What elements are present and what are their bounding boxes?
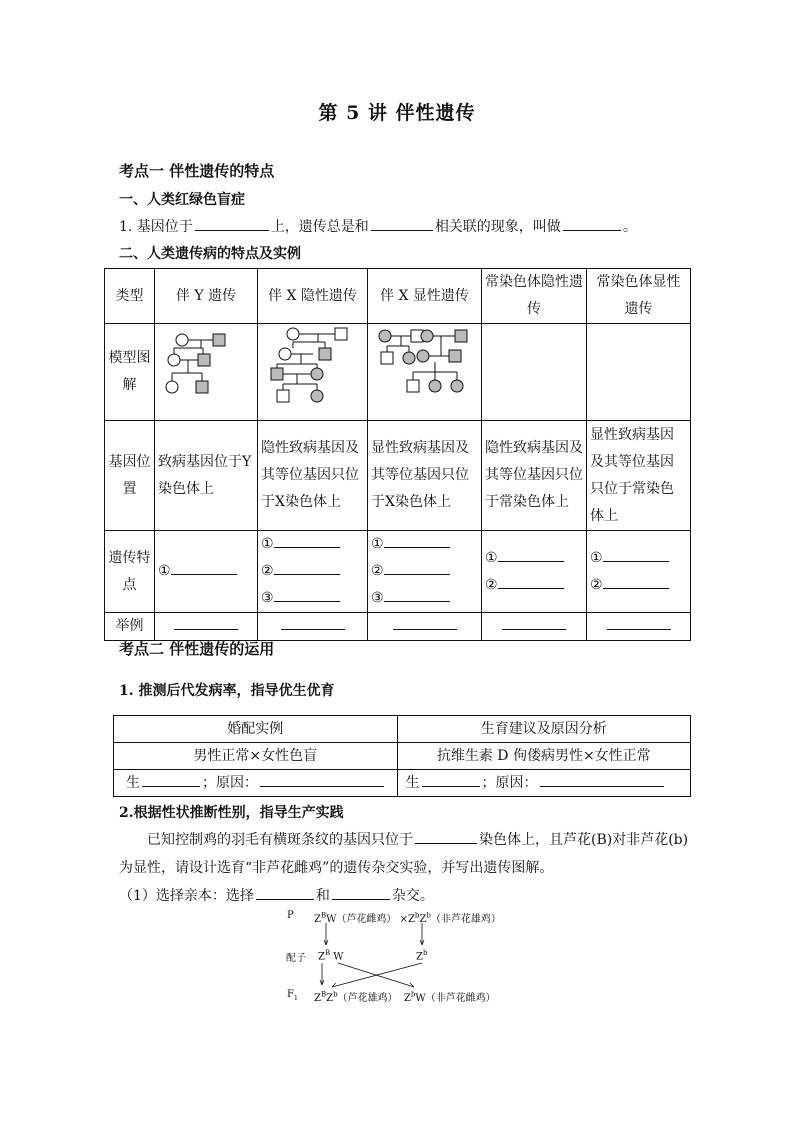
inheritance-table <box>104 268 691 641</box>
trait-blank[interactable] <box>171 573 237 575</box>
part-heading-2: 二、人类遗传病的特点及实例 <box>119 246 301 262</box>
gene-x-dominant: 显性致病基因及其等位基因只位于X染色体上 <box>368 421 482 531</box>
sentence-text-1: 1. 基因位于 <box>119 219 193 235</box>
p-male-label: （非芦花雄鸡） <box>430 914 501 925</box>
paragraph-line-2: 为显性，请设计选育“非芦花雌鸡”的遗传杂交实验，并写出遗传图解。 <box>119 860 554 876</box>
marriage-header-example: 婚配实例 <box>114 716 398 743</box>
f1-o2-sup: b <box>410 990 416 999</box>
advice-blank[interactable] <box>142 785 200 787</box>
gamete-label: 配子 <box>286 953 306 964</box>
p-male-sup: b <box>414 911 420 920</box>
gene-auto-recessive: 隐性致病基因及其等位基因只位于常染色体上 <box>482 421 587 531</box>
mark-3: ③ <box>261 590 274 606</box>
mark-2: ② <box>590 576 603 593</box>
p-female-label: W（芦花雌鸡） <box>326 914 397 925</box>
example-x-recessive <box>258 613 368 641</box>
marriage-case-1: 男性正常×女性色盲 <box>114 743 398 770</box>
trait-blank[interactable] <box>603 587 669 589</box>
reason-label: ；原因： <box>481 775 538 791</box>
trait-blank[interactable] <box>384 546 450 548</box>
trait-blank[interactable] <box>498 587 564 589</box>
marriage-table <box>113 715 691 797</box>
fill-in-sentence-1 <box>119 216 637 236</box>
reason-blank[interactable] <box>540 785 664 787</box>
header-type: 类型 <box>105 269 155 324</box>
header-x-recessive: 伴 X 隐性遗传 <box>258 269 368 324</box>
f1-o1-z: Z <box>314 993 321 1004</box>
gamete-w: W <box>333 951 344 963</box>
mark-1: ① <box>590 549 603 566</box>
example-blank[interactable] <box>174 628 238 630</box>
trait-y-linked <box>155 531 258 613</box>
pedigree-y-icon <box>158 324 254 410</box>
sentence-text-4: 。 <box>622 219 637 235</box>
mark-1: ① <box>371 536 384 552</box>
trait-blank[interactable] <box>384 600 450 602</box>
sentence-text-2: 上，遗传总是和 <box>270 219 369 235</box>
paragraph-chicken <box>119 826 694 854</box>
header-y-linked: 伴 Y 遗传 <box>155 269 258 324</box>
header-auto-dominant: 常染色体显性遗传 <box>587 269 691 324</box>
p-male-z: Z <box>407 914 415 925</box>
f1-o1-label: （芦花雄鸡） <box>337 993 398 1004</box>
trait-blank[interactable] <box>274 573 340 575</box>
row-label-example: 举例 <box>105 613 155 641</box>
trait-blank[interactable] <box>274 600 340 602</box>
row-label-model: 模型图解 <box>105 324 155 421</box>
section-heading-2: 考点二 伴性遗传的运用 <box>119 640 275 658</box>
p-male-sup2: b <box>426 911 431 920</box>
section-heading-1-text: 考点一 伴性遗传的特点 <box>119 162 275 180</box>
f1-label <box>287 989 298 1002</box>
f1-letter: F <box>287 989 294 1000</box>
pedigree-xr-icon <box>263 324 363 410</box>
sheng-label: 生 <box>405 775 420 791</box>
mark-3: ③ <box>371 590 384 606</box>
question-text-3: 杂交。 <box>391 888 434 904</box>
paragraph-text-1: 已知控制鸡的羽毛有横斑条纹的基因只位于 <box>147 832 413 848</box>
gamete-zb-male: Z <box>416 951 423 963</box>
gene-y-linked: 致病基因位于Y染色体上 <box>155 421 258 531</box>
example-auto-recessive <box>482 613 587 641</box>
section-heading-1 <box>119 160 274 181</box>
blank-3[interactable] <box>563 229 621 231</box>
gamete-zb-sup: B <box>324 949 331 957</box>
blank-2[interactable] <box>371 229 433 231</box>
pedigree-auto-recessive <box>482 324 587 421</box>
f1-o1-z2: Z <box>326 993 334 1004</box>
pedigree-auto-dominant <box>587 324 691 421</box>
pedigree-xd-icon <box>373 324 477 410</box>
advice-cell-1 <box>114 770 398 797</box>
trait-blank[interactable] <box>603 560 669 562</box>
part-heading-3: 1. 推测后代发病率，指导优生优育 <box>119 683 335 699</box>
trait-auto-recessive <box>482 531 587 613</box>
question-text-1: （1）选择亲本：选择 <box>119 888 254 904</box>
gene-x-recessive: 隐性致病基因及其等位基因只位于X染色体上 <box>258 421 368 531</box>
paragraph-text-2: 染色体上，且芦花(B)对非芦花(b) <box>479 832 689 848</box>
p-female-sup: B <box>320 911 327 920</box>
marriage-case-2: 抗维生素 D 佝偻病男性×女性正常 <box>397 743 690 770</box>
blank-1[interactable] <box>195 229 269 231</box>
reason-blank[interactable] <box>260 785 384 787</box>
f1-offspring <box>314 989 496 1004</box>
page-title: 第 5 讲 伴性遗传 <box>318 102 476 124</box>
header-auto-recessive: 常染色体隐性遗传 <box>482 269 587 324</box>
trait-blank[interactable] <box>384 573 450 575</box>
p-male-z2: Z <box>419 914 427 925</box>
example-blank[interactable] <box>607 628 671 630</box>
mark-2: ② <box>261 563 274 579</box>
example-y-linked <box>155 613 258 641</box>
pedigree-y-linked <box>155 324 258 421</box>
gamete-zb-male-sup: b <box>422 949 428 957</box>
marriage-header-advice: 生育建议及原因分析 <box>397 716 690 743</box>
pedigree-x-dominant <box>368 324 482 421</box>
mark-1: ① <box>485 549 498 566</box>
f1-o1-sup: B <box>320 990 327 999</box>
gene-auto-dominant: 显性致病基因及其等位基因只位于常染色体上 <box>587 421 691 531</box>
row-label-trait: 遗传特点 <box>105 531 155 613</box>
p-label: P <box>287 910 294 921</box>
header-x-dominant: 伴 X 显性遗传 <box>368 269 482 324</box>
pedigree-x-recessive <box>258 324 368 421</box>
f1-o1-sup2: b <box>333 990 338 999</box>
reason-label: ；原因： <box>202 775 258 791</box>
example-blank[interactable] <box>393 628 457 630</box>
parent-blank-2[interactable] <box>332 898 390 900</box>
f1-sub: 1 <box>293 995 298 1002</box>
example-blank[interactable] <box>502 628 566 630</box>
question-text-2: 和 <box>315 888 330 904</box>
example-auto-dominant <box>587 613 691 641</box>
sentence-text-3: 相关联的现象，叫做 <box>434 219 561 235</box>
trait-blank[interactable] <box>498 560 564 562</box>
gamete-zb: Z <box>318 951 325 963</box>
p-female-z: Z <box>314 914 321 925</box>
row-label-gene: 基因位置 <box>105 421 155 531</box>
mark-1: ① <box>158 563 171 579</box>
sheng-label: 生 <box>126 775 140 791</box>
f1-o2-label: W（非芦花雌鸡） <box>415 993 496 1004</box>
mark-2: ② <box>485 576 498 593</box>
trait-blank[interactable] <box>274 546 340 548</box>
advice-cell-2 <box>397 770 690 797</box>
parent-blank-1[interactable] <box>256 898 314 900</box>
part-heading-4: 2.根据性状推断性别，指导生产实践 <box>119 805 344 821</box>
trait-auto-dominant <box>587 531 691 613</box>
trait-x-recessive <box>258 531 368 613</box>
mark-2: ② <box>371 563 384 579</box>
trait-x-dominant <box>368 531 482 613</box>
advice-blank[interactable] <box>422 785 480 787</box>
example-x-dominant <box>368 613 482 641</box>
part-heading-1: 一、人类红绿色盲症 <box>119 192 245 208</box>
mark-1: ① <box>261 536 274 552</box>
cross-symbol: × <box>399 914 408 925</box>
example-blank[interactable] <box>281 628 345 630</box>
chromosome-blank[interactable] <box>415 842 477 844</box>
genetic-diagram <box>280 905 520 1005</box>
f1-o2-z: Z <box>403 993 411 1004</box>
